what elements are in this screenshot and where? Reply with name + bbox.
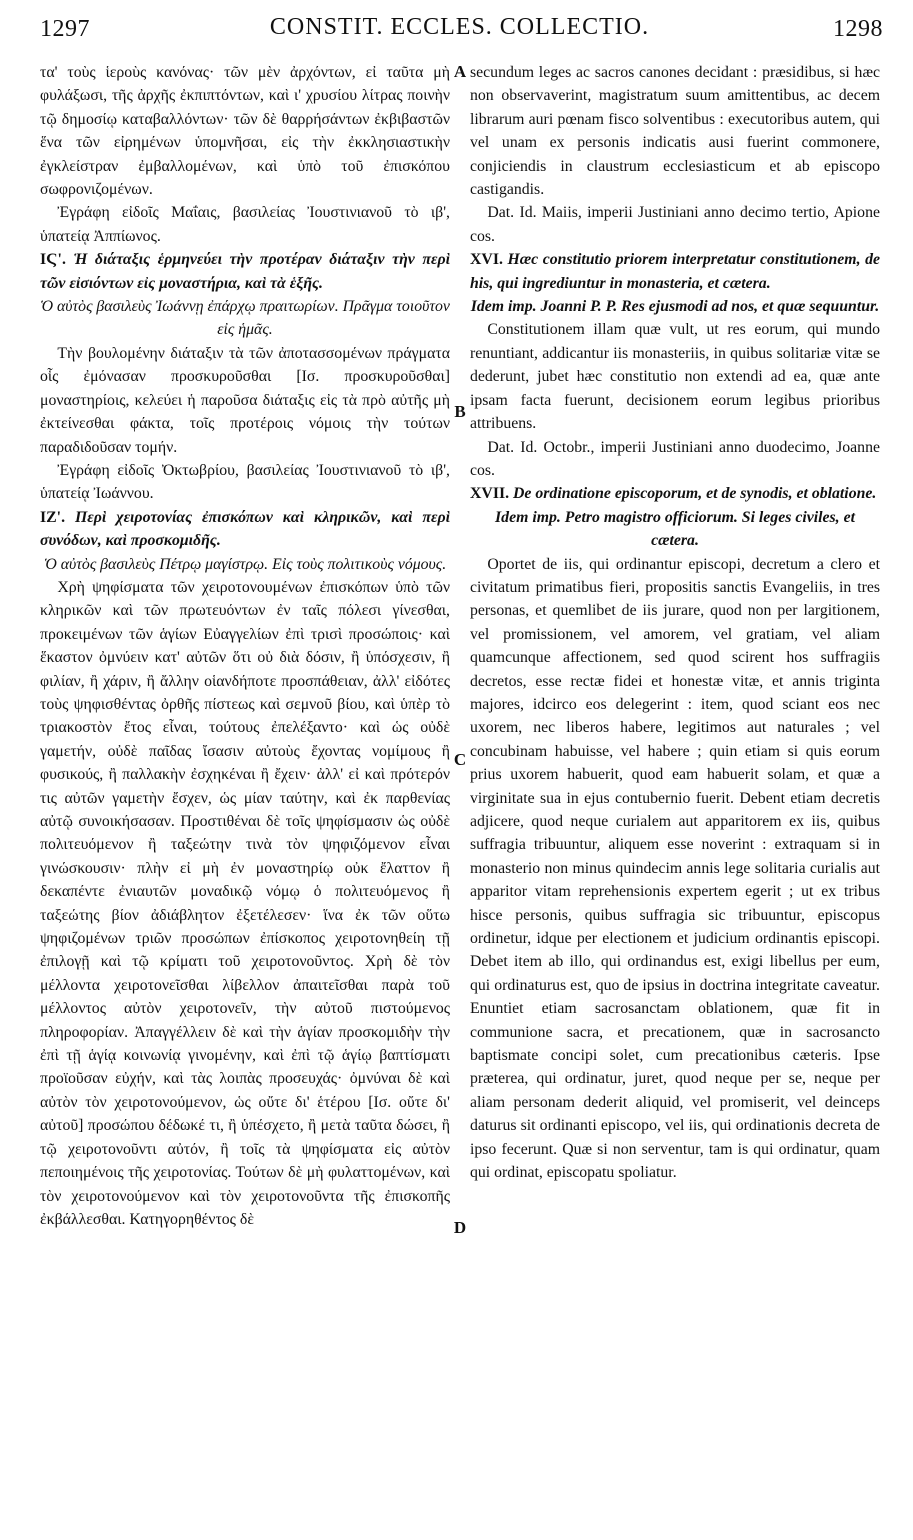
greek-paragraph-2: Τὴν βουλομένην διάταξιν τὰ τῶν ἀποτασσομένων πράγματα οἷς ἐμόνασαν προσκυροῦσθαι [Ισ. προσκυροῦσθαι] μοναστηρίοις, κελεύει ἡ παροῦσα διάταξις εἰς τὰ πρὸ αὐτῆς μὴ ἐκτείνεσθαι φάκτα, τοῖς προτέροις νόμοις τὴν τούτων παραδιδοῦσαν τομήν. — [40, 344, 450, 456]
latin-heading-16-text: Hæc constitutio priorem interpretatur constitutionem, de his, qui ingrediuntur in monasteria, et cætera. — [470, 251, 880, 292]
greek-address-16: Ὁ αὐτὸς βασιλεὺς Ἰωάννῃ ἐπάρχῳ πραιτωρίων. Πρᾶγμα τοιοῦτον εἰς ἡμᾶς. — [40, 298, 450, 339]
latin-heading-16 — [470, 248, 880, 295]
greek-heading-16-number: ΙϚ'. — [40, 251, 66, 269]
latin-heading-17-number: XVII. — [470, 485, 510, 503]
greek-heading-16-text: Ἡ διάταξις ἑρμηνεύει τὴν προτέραν διάταξιν τὴν περὶ τῶν εἰσιόντων εἰς μοναστήρια, καὶ τὰ ἑξῆς. — [40, 251, 450, 292]
latin-address-17: Idem imp. Petro magistro officiorum. Si leges civiles, et cætera. — [495, 508, 855, 550]
greek-paragraph-3: Χρὴ ψηφίσματα τῶν χειροτονουμένων ἐπισκόπων ὑπὸ τῶν κληρικῶν καὶ τῶν πρωτευόντων ἐν ταῖς πόλεσι γίνεσθαι, προκειμένων τῶν ἁγίων Εὐαγγελίων ἐπὶ τρισὶ προσώποις· καὶ ἕκαστον ὀμνύειν κατ' αὐτῶν ὅτι οὐ διὰ δόσιν, ἢ ὑπόσχεσιν, ἢ φιλίαν, ἢ χάριν, ἢ ἄλλην οἱανδήποτε προσπάθειαν, ἀλλ' εἰδότες τοὺς ψηφισθέντας ὀρθῆς πίστεως καὶ σεμνοῦ βίου, καὶ ὑπὲρ τὸ τριακοστὸν ἔτος εἶναι, τούτους ἐπελέξαντο· καὶ ὡς οὐδὲ γαμετήν, οὐδὲ παῖδας ἴσασιν αὐτοὺς ἔχοντας νομίμους ἢ φυσικούς, ἢ παλλακὴν ἐσχηκέναι ἢ ἔχειν· ἀλλ' εἰ καὶ πρότερόν τις αὐτῶν γαμετὴν ἔσχεν, ὡς μίαν ταύτην, καὶ ἐκ παρθενίας αὐτῷ συνοικήσασαν. Προστιθέναι δὲ τοῖς ψηφίσμασιν ὡς οὐδὲ πολιτευόμενον ἢ ταξεώτην τινὰ τὸν ψηφιζόμενον εἶναι γινώσκουσιν· πλὴν εἰ μὴ ἐν μοναστηρίῳ οὐκ ἔλαττον ἢ δεκαπέντε ἐνιαυτῶν μοναδικῷ νόμῳ ὁ πολιτευόμενος ἢ ταξεώτης βίον ἀδιάβλητον ἐξετέλεσεν· ἵνα ἐκ τῶν οὕτω ψηφιζομένων τριῶν προσώπων ἐπίσκοπος χειροτονηθείη τῇ ἐπιλογῇ καὶ τῷ κρίματι τοῦ χειροτονοῦντος. Χρὴ δὲ τὸν μέλλοντα χειροτονεῖσθαι λίβελλον ἀπαιτεῖσθαι παρὰ τοῦ μέλλοντος αὐτὸν χειροτονεῖν, τὴν αὐτοῦ πιστούμενος πληροφορίαν. Ἀπαγγέλλειν δὲ καὶ τὴν ἁγίαν προσκομιδὴν τὴν ἐπὶ τῇ ἁγίᾳ κοινωνίᾳ γινομένην, καὶ ἐπὶ τῷ ἁγίῳ βαπτίσματι προϊοῦσαν εὐχήν, καὶ τὰς λοιπὰς προσευχάς· ὀμνύναι δὲ καὶ αὐτὸν τὸν χειροτονούμενον, ὡς οὔτε δι' ἑτέρου [Ισ. οὔτε δι' αὐτοῦ] προσώπου δέδωκέ τι, ἢ ὑπέσχετο, ἢ μετὰ ταῦτα δώσει, ἢ τῷ χειροτονοῦντι αὐτόν, ἢ τοῖς τὰ ψηφίσματα εἰς αὐτὸν πεποιημένοις τῆς χειροτονίας. Τούτων δὲ μὴ φυλαττομένων, καὶ τὸν χειροτονούμενον καὶ τὸν χειροτονοῦντα τῆς ἐπισκοπῆς ἐκβάλλεσθαι. Κατηγορηθέντος δὲ — [40, 578, 450, 1228]
greek-date-1: Ἐγράφη εἰδοῖς Μαΐαις, βασιλείας Ἰουστινιανοῦ τὸ ιβ', ὑπατείᾳ Ἀππίωνος. — [40, 204, 450, 245]
greek-heading-17 — [40, 506, 450, 553]
latin-heading-16-number: XVI. — [470, 251, 503, 269]
page-number-right: 1298 — [833, 16, 883, 42]
latin-paragraph-1: secundum leges ac sacros canones decidant : præsidibus, si hæc non observaverint, magistratum suum amittentibus, ac decem librarum auri pœnam fisco solventibus : executoribus autem, qui vel unam ex personis indicatis ausi fuerint commonere, conjiciendis in claustrum ecclesiasticum et ab episcopo castigandis. — [470, 64, 880, 199]
margin-marker-b: B — [454, 402, 466, 421]
page-header — [28, 2, 891, 52]
latin-paragraph-3: Oportet de iis, qui ordinantur episcopi, decretum a clero et civitatum primatibus fieri, propositis sanctis Evangeliis, in tres personas, et quemlibet de iis jurare, quod non per largitionem, vel promissionem, vel amorem, vel gratiam, vel aliam quamcunque affectionem, sed quod scirent hos suffragiis decretos, esse rectæ fidei et honestæ vitæ, et annis triginta majores, idcirco eos delegerint : item, quod sciant eos nec uxorem, nec liberos habere, legitimos aut naturales ; vel concubinam habuisse, vel habere ; quin etiam si quis eorum prius uxorem habuerit, quod eam habuerit solam, et quæ a virginitate sua in ejus contubernio fuerit. Debent etiam decretis adjicere, quod neque curialem aut apparitorem ex iis, quibus suffragia tribuuntur, aliquem esse noverint : extraquam si in monasterio non minus quindecim annis lege solitaria curialis aut apparitor vitam reprehensionis expertem egerit ; ut ex tribus hisce personis, quibus suffragia sic tribuuntur, episcopus ordinetur, idque per electionem et judicium ordinantis episcopi. Debet item ab illo, qui ordinandus est, exigi libellus per eum, qui ordinaturus est, quo de ipsius in doctrina integritate caveatur. Enuntiet etiam sacrosanctam oblationem, quæ fit in communione sacra, et precationem, quæ in sacrosancto baptismate concipi solet, cum precationibus cæteris. Ipse præterea, qui ordinatur, juret, quod neque per se, neque per aliam personam dederit aliquid, vel promiserit, vel deinceps daturus sit ordinanti episcopo, vel iis, qui ordinationis decreta de ipso fecerunt. Quæ si non serventur, tam is qui ordinatur, quam qui ordinat, episcopatu spoliatur. — [470, 555, 880, 1182]
latin-address-16: Idem imp. Joanni P. P. Res ejusmodi ad nos, et quæ sequuntur. — [470, 298, 880, 316]
greek-date-2: Ἐγράφη εἰδοῖς Ὀκτωβρίου, βασιλείας Ἰουστινιανοῦ τὸ ιβ', ὑπατείᾳ Ἰωάννου. — [40, 461, 450, 503]
margin-marker-d: D — [453, 1218, 467, 1237]
greek-heading-17-number: ΙΖ'. — [40, 508, 66, 526]
greek-address-17: Ὁ αὐτὸς βασιλεὺς Πέτρῳ μαγίστρῳ. Εἰς τοὺς πολιτικοὺς νόμους. — [43, 555, 447, 573]
margin-marker-c: C — [453, 750, 467, 769]
greek-heading-17-text: Περὶ χειροτονίας ἐπισκόπων καὶ κληρικῶν, καὶ περὶ συνόδων, καὶ προσκομιδῆς. — [40, 508, 450, 550]
latin-date-2: Dat. Id. Octobr., imperii Justiniani anno duodecimo, Joanne cos. — [470, 438, 880, 479]
greek-paragraph-1: τα' τοὺς ἱεροὺς κανόνας· τῶν μὲν ἀρχόντων, εἰ ταῦτα μὴ φυλάξωσι, τῆς ἀρχῆς ἐκπιπτόντων, καὶ ι' χρυσίου λίτρας ποινὴν τῷ δημοσίῳ καταβαλλόντων· τῶν δὲ θαρρήσάντων ἐκβιβαστῶν ἕνα τῶν εἰρημένων ὑπομνῆσαι, εἰς τὴν ἐκκλησιαστικὴν ἐγκλείστραν ἐμβαλλομένων, καὶ ὑπὸ τοῦ ἐπισκόπου σωφρονιζομένων. — [40, 64, 450, 199]
latin-heading-17-text: De ordinatione episcoporum, et de synodis, et oblatione. — [513, 485, 877, 503]
latin-paragraph-2: Constitutionem illam quæ vult, ut res eorum, qui mundo renuntiant, addicantur iis monasteriis, in quibus solitariæ vitæ se dederunt, jubet hæc constitutio non extendi ad ea, quæ ante ipsam facta fuerunt, decisionem eorum legibus prioribus attribuens. — [470, 321, 880, 433]
greek-heading-16 — [40, 248, 450, 295]
greek-column — [40, 61, 450, 1512]
latin-date-1: Dat. Id. Maiis, imperii Justiniani anno decimo tertio, Apione cos. — [470, 204, 880, 245]
page-number-left: 1297 — [40, 16, 90, 42]
margin-marker-a: A — [453, 62, 467, 81]
running-title: CONSTIT. ECCLES. COLLECTIO. — [269, 14, 650, 40]
latin-column — [470, 61, 880, 1512]
latin-heading-17 — [470, 482, 880, 505]
